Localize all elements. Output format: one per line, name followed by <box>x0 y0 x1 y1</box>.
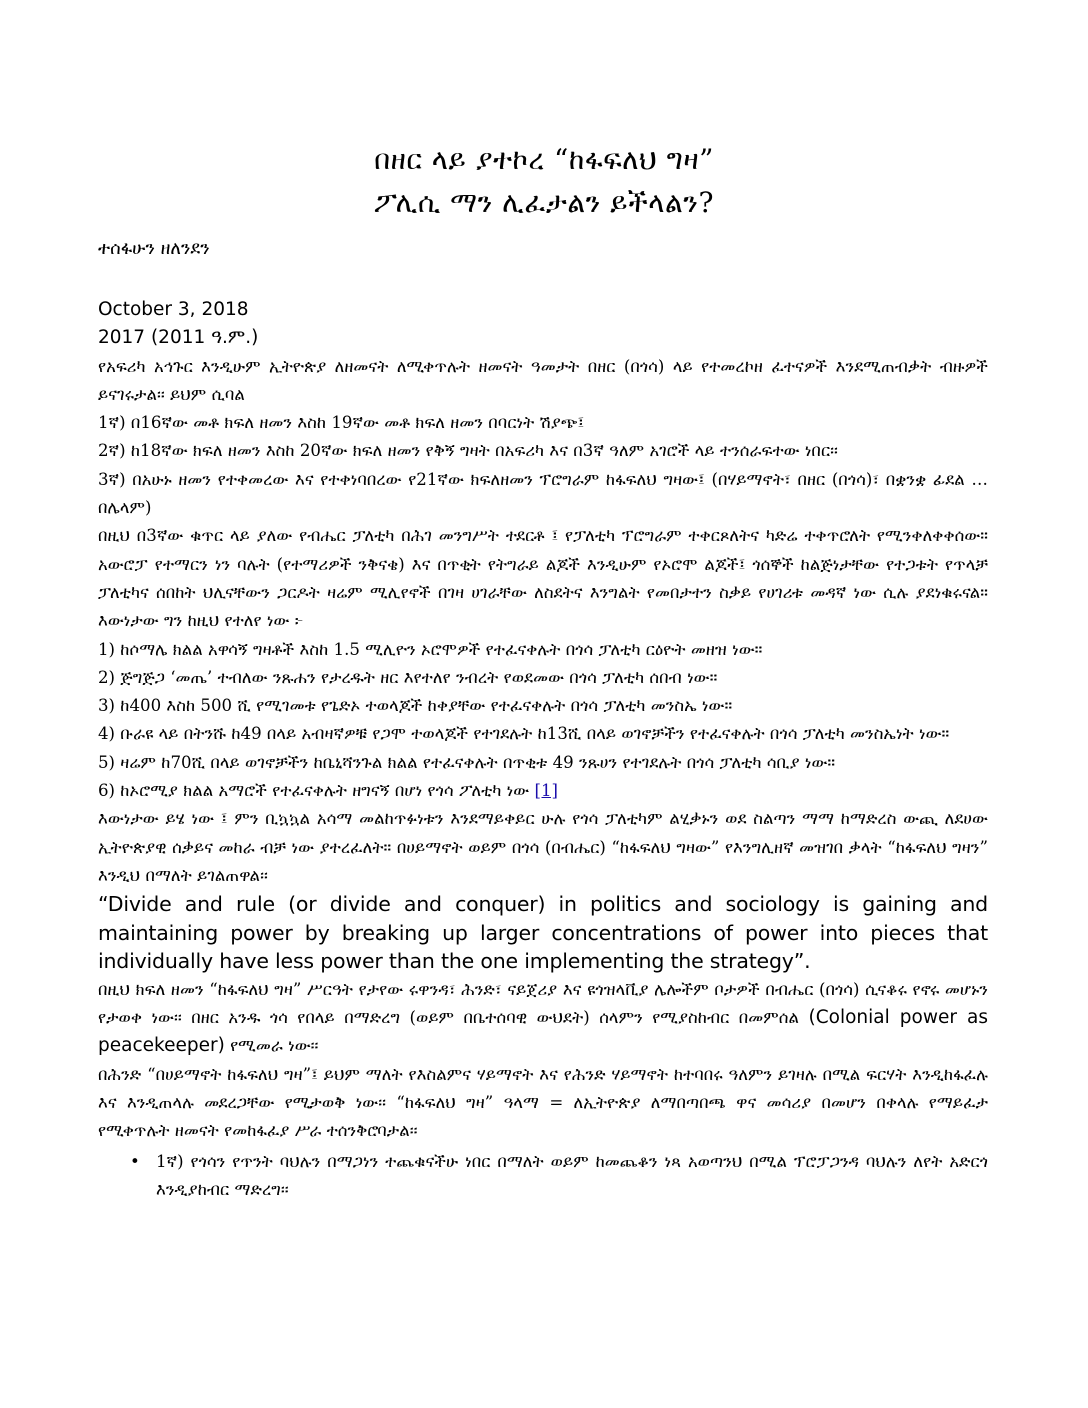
bullet-list <box>98 1148 988 1205</box>
list-item-6 <box>98 777 988 805</box>
paragraph-7: በሕንድ “በሀይማኖት ከፋፍለህ ግዛ”፤ ይህም ማለት የእስልምና ሃይማኖት እና የሕንድ ሃይማኖት ከተባበሩ ዓለምን ይገዛሉ በሚል ፍርሃት እንዲከፋፈሉ እና እንዲጠላሉ መደረጋቸው የሚታወቅ ነው፡፡ “ከፋፍለህ ግዛ” ዓላማ = ለኢትዮጵያ ለማበጣበጫ ዋና መሳሪያ በመሆን በቀላሉ የማይፈታ የሚቀጥሉት ዘመናት የመከፋፈያ ሥራ ተሰንቅሮባታል፡፡ <box>98 1064 988 1141</box>
english-quote: “Divide and rule (or divide and conquer) in politics and sociology is gaining and maintaining power by breaking up larger concentrations of power into pieces that individually have less power than the one implementing the strategy”. <box>98 892 988 974</box>
paragraph-4: በዚህ በ3ኛው ቁጥር ላይ ያለው የብሔር ፓለቲካ በሕገ መንግሥት ተደርቶ ፤ የፓለቲካ ፕሮግራም ተቀርጾለትና ካድሬ ተቀጥሮለት የሚንቀለቀቀሰው። አውሮፓ የተማርን ነን ባሉት (የተማሪዎች ንቅናቄ) እና በጥቂት የትግራይ ልጆች እንዲሁም የኦሮሞ ልጆች፤ ጎሰኞች ከልጅነታቸው የተጋቱት የጥላቻ ፓለቲካና ሰበከት ህሊናቸውን ጋርዶት ዛሬም ሚሊየኖች በገዛ ሀገራቸው ለስደትና እንግልት የመበታተን ስቃይ የሀገሪቱ መዳኛ ነው ሲሉ ያደነቁሩናል። እውነታው ግን ከዚህ የተለየ ነው ፦ <box>98 526 988 631</box>
author: ተሰፋሁን ዘለንደን <box>98 238 210 259</box>
year-line: 2017 (2011 ዓ.ም.) <box>98 327 259 349</box>
paragraph-6-latin: (Colonial power as peacekeeper) <box>98 1007 989 1057</box>
paragraph-6 <box>98 976 988 1061</box>
list-item-4: 4) ቡራዩ ላይ በትንሹ ከ49 በላይ አብዛኛዎቹ የጋሞ ተወላጆች የተገደሉት ከ13ሺ በላይ ወገኖቻችን የተፈናቀሉት በጎሳ ፓለቲካ መንስኤነት ነው። <box>98 724 950 744</box>
list-item-2: 2) ጅግጅጋ ‘መጤ’ ተብለው ንጹሐን የታረዱት ዘር እየተለየ ንብረት የወደመው በጎሳ ፓለቲካ ሰበብ ነው። <box>98 667 718 687</box>
footnote-reference-link[interactable]: [1] <box>534 781 558 801</box>
list-item-5: 5) ዛሬም ከ70ሺ በላይ ወገኖቻችን ከቤኒሻንጉል ክልል የተፈናቀሉት በጥቂቱ 49 ንጹሀን የተገደሉት በጎሳ ፓለቲካ ሳቢያ ነው። <box>98 752 836 772</box>
list-item-6-text: 6) ከኦሮሚያ ክልል አማሮች የተፈናቀሉት ዘግናኝ በሆነ የጎሳ ፖለቲካ ነው <box>98 781 530 801</box>
paragraph-3: 3ኛ) በአሁኑ ዘመን የተቀመረው እና የተቀነባበረው የ21ኛው ክፍለዘመን ፕሮግራም ከፋፍለህ ግዛው፤ (በሃይማኖት፣ በዘር (በጎሳ)፣ በቋንቋ ፊደል … በሌላም) <box>98 469 988 518</box>
list-item-3: 3) ከ400 እስከ 500 ሺ የሚገመቱ የጌድኦ ተወላጆች ከቀያቸው የተፈናቀሉት በጎሳ ፓለቲካ መንስኤ ነው። <box>98 696 733 716</box>
list-item-1: 1) ከሶማሌ ክልል አዋሳኝ ግዛቶች እስከ 1.5 ሚሊዮን ኦሮሞዎች የተፈናቀሉት በጎሳ ፓለቲካ ርዕዮት መዘዝ ነው። <box>98 639 763 659</box>
date: October 3, 2018 <box>98 299 249 320</box>
body-text <box>98 296 988 1204</box>
paragraph-5: እውነታው ይሄ ነው ፤ ምን ቢኳኳል አሳማ መልከጥፉነቱን እንደማይቀይር ሁሉ የጎሳ ፓለቲካም ልሂቃኑን ወደ ስልጣን ማማ ከማድረስ ውጪ ለደሀው ኢትዮጵያዊ ሰቃይና መከራ ብቻ ነው ያተረፈለት። በሀይማኖት ወይም በጎሳ (በብሔር) “ከፋፍለህ ግዛው” የእንግሊዘኛ መዝገበ ቃላት “ከፋፍለህ ግዛን” እንዲህ በማለት ይገልጠዋል፡፡ <box>98 809 988 885</box>
paragraph-6-part-1: በዚህ ክፍለ ዘመን “ከፋፍለህ ግዛ” ሥርዓት የታየው ሩዋንዳ፣ ሕንድ፣ ናይጀሪያ እና ዩጎዝላቪያ ሌሎችም ቦታዎች በብሔር (በጎሳ) ሲናቆሩ የኖሩ መሆኑን የታወቀ ነው፡፡ በዘር አንዱ ጎሳ የበላይ በማድረግ (ወይም በቤተሰባዊ ውህደት) ሰላምን የሚያስከብር በመምሰል <box>98 979 988 1028</box>
paragraph-1: 1ኛ) በ16ኛው መቶ ክፍለ ዘመን እስከ 19ኛው መቶ ክፍለ ዘመን በባርነት ሽያጭ፤ <box>98 413 585 433</box>
paragraph-6-part-2: የሚመራ ነው፡፡ <box>230 1036 319 1056</box>
bullet-item-1: • 1ኛ) የጎሳን የጥንት ባህሉን በማጋነን ተጨቁናችሁ ነበር በማለት ወይም ከመጨቆን ነጻ አወጣንህ በሚል ፕሮፓጋንዳ ባህሉን ለየት አድርጎ እንዲያከብር ማድረግ፡፡ <box>156 1148 988 1205</box>
title-line-1: በዘር ላይ ያተኮረ “ከፋፍለህ ግዛ” <box>374 143 714 176</box>
paragraph-2: 2ኛ) ከ18ኛው ክፍለ ዘመን እስከ 20ኛው ክፍለ ዘመን የቅኝ ግዛት በአፍሪካ እና በ3ኛ ዓለም አገሮች ላይ ተንሰራፍተው ነበር፡፡ <box>98 441 838 461</box>
paragraph-intro: የአፍሪካ አኅጉር እንዲሁም ኢትዮጵያ ለዘመናት ለሚቀጥሉት ዘመናት ዓመታት በዘር (በጎሳ) ላይ የተመረኮዘ ፈተናዎች እንደሚጠብቃት ብዙዎች ይናገሩታል፡፡ ይህም ሲባል <box>98 356 988 404</box>
title-line-2: ፖሊሲ ማን ሊፈታልን ይችላልን? <box>374 186 714 219</box>
